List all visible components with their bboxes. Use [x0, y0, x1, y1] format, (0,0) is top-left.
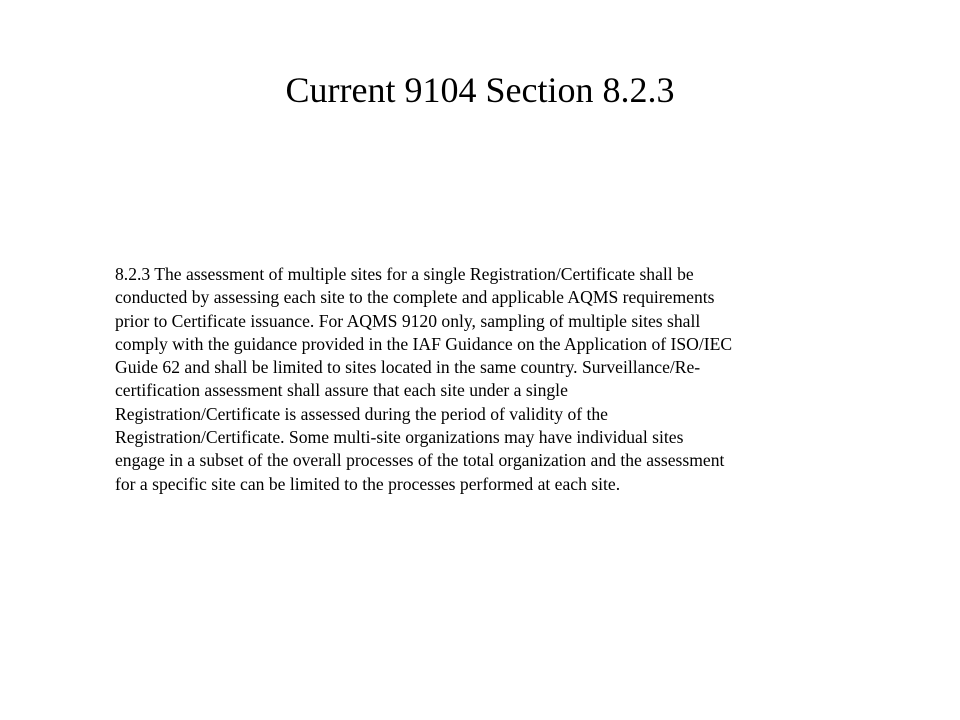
body-line: Registration/Certificate. Some multi-site organizations may have individual sites — [115, 427, 684, 448]
slide-title: Current 9104 Section 8.2.3 — [285, 70, 675, 110]
body-line: prior to Certificate issuance. For AQMS 9120 only, sampling of multiple sites shall — [115, 310, 701, 331]
body-line: for a specific site can be limited to the processes performed at each site. — [115, 473, 621, 494]
body-line: certification assessment shall assure that each site under a single — [115, 380, 568, 401]
body-line: Guide 62 and shall be limited to sites located in the same country. Surveillance/Re- — [115, 357, 701, 378]
body-line: engage in a subset of the overall processes of the total organization and the assessment — [115, 450, 725, 471]
body-line: conducted by assessing each site to the complete and applicable AQMS requirements — [115, 287, 715, 308]
body-line: Registration/Certificate is assessed during the period of validity of the — [115, 403, 608, 424]
slide-body-text — [115, 263, 855, 496]
body-line: comply with the guidance provided in the IAF Guidance on the Application of ISO/IEC — [115, 333, 733, 354]
body-line: 8.2.3 The assessment of multiple sites for a single Registration/Certificate shall be — [115, 264, 694, 284]
